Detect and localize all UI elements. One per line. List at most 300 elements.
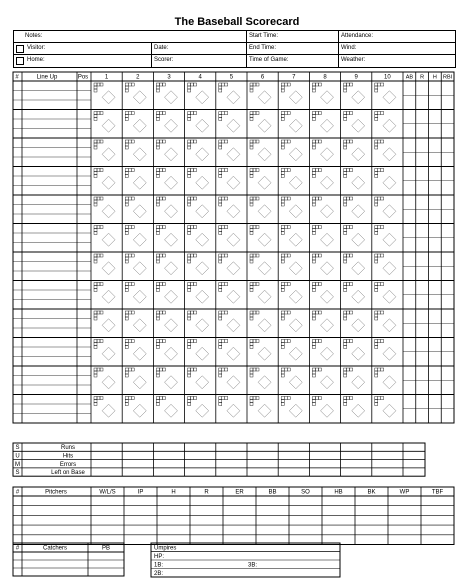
ball-box[interactable] <box>131 283 134 286</box>
strike-box[interactable] <box>281 286 284 289</box>
strike-box[interactable] <box>219 343 222 346</box>
base-diamond[interactable] <box>258 347 271 360</box>
ball-box[interactable] <box>350 397 353 400</box>
ball-box[interactable] <box>162 226 165 229</box>
strike-box[interactable] <box>94 146 97 149</box>
ball-box[interactable] <box>375 169 378 172</box>
ball-box[interactable] <box>162 397 165 400</box>
strike-box[interactable] <box>344 143 347 146</box>
ball-box[interactable] <box>378 340 381 343</box>
strike-box[interactable] <box>156 314 159 317</box>
strike-box[interactable] <box>156 374 159 377</box>
ball-box[interactable] <box>159 169 162 172</box>
ball-box[interactable] <box>312 283 315 286</box>
strike-box[interactable] <box>94 317 97 320</box>
strike-box[interactable] <box>250 86 253 89</box>
ball-box[interactable] <box>284 283 287 286</box>
ball-box[interactable] <box>100 112 103 115</box>
base-diamond[interactable] <box>352 404 365 417</box>
ball-box[interactable] <box>188 254 191 257</box>
strike-box[interactable] <box>312 175 315 178</box>
ball-box[interactable] <box>131 226 134 229</box>
ball-box[interactable] <box>191 340 194 343</box>
base-diamond[interactable] <box>227 404 240 417</box>
ball-box[interactable] <box>381 283 384 286</box>
ball-box[interactable] <box>250 340 253 343</box>
strike-box[interactable] <box>219 374 222 377</box>
strike-box[interactable] <box>156 232 159 235</box>
ball-box[interactable] <box>381 397 384 400</box>
ball-box[interactable] <box>381 254 384 257</box>
ball-box[interactable] <box>284 169 287 172</box>
ball-box[interactable] <box>315 397 318 400</box>
ball-box[interactable] <box>256 140 259 143</box>
strike-box[interactable] <box>344 257 347 260</box>
ball-box[interactable] <box>253 311 256 314</box>
base-diamond[interactable] <box>289 233 302 246</box>
strike-box[interactable] <box>156 400 159 403</box>
ball-box[interactable] <box>188 340 191 343</box>
ball-box[interactable] <box>281 397 284 400</box>
ball-box[interactable] <box>375 197 378 200</box>
ball-box[interactable] <box>100 283 103 286</box>
strike-box[interactable] <box>344 115 347 118</box>
strike-box[interactable] <box>188 286 191 289</box>
strike-box[interactable] <box>375 232 378 235</box>
ball-box[interactable] <box>381 226 384 229</box>
strike-box[interactable] <box>219 115 222 118</box>
strike-box[interactable] <box>125 343 128 346</box>
strike-box[interactable] <box>281 146 284 149</box>
base-diamond[interactable] <box>196 376 209 389</box>
strike-box[interactable] <box>94 371 97 374</box>
base-diamond[interactable] <box>165 148 178 161</box>
ball-box[interactable] <box>315 112 318 115</box>
strike-box[interactable] <box>312 86 315 89</box>
base-diamond[interactable] <box>227 233 240 246</box>
ball-box[interactable] <box>315 254 318 257</box>
strike-box[interactable] <box>375 289 378 292</box>
ball-box[interactable] <box>375 340 378 343</box>
ball-box[interactable] <box>219 197 222 200</box>
ball-box[interactable] <box>222 283 225 286</box>
ball-box[interactable] <box>219 368 222 371</box>
ball-box[interactable] <box>97 83 100 86</box>
base-diamond[interactable] <box>289 319 302 332</box>
ball-box[interactable] <box>191 83 194 86</box>
strike-box[interactable] <box>219 143 222 146</box>
ball-box[interactable] <box>94 340 97 343</box>
ball-box[interactable] <box>312 226 315 229</box>
ball-box[interactable] <box>225 254 228 257</box>
strike-box[interactable] <box>156 289 159 292</box>
ball-box[interactable] <box>225 368 228 371</box>
ball-box[interactable] <box>312 197 315 200</box>
ball-box[interactable] <box>381 311 384 314</box>
ball-box[interactable] <box>315 83 318 86</box>
base-diamond[interactable] <box>352 290 365 303</box>
strike-box[interactable] <box>375 371 378 374</box>
ball-box[interactable] <box>287 140 290 143</box>
ball-box[interactable] <box>378 397 381 400</box>
ball-box[interactable] <box>128 226 131 229</box>
ball-box[interactable] <box>375 226 378 229</box>
strike-box[interactable] <box>250 403 253 406</box>
ball-box[interactable] <box>253 254 256 257</box>
ball-box[interactable] <box>347 254 350 257</box>
strike-box[interactable] <box>281 203 284 206</box>
ball-box[interactable] <box>219 340 222 343</box>
ball-box[interactable] <box>97 368 100 371</box>
ball-box[interactable] <box>312 254 315 257</box>
ball-box[interactable] <box>318 140 321 143</box>
strike-box[interactable] <box>312 229 315 232</box>
strike-box[interactable] <box>125 371 128 374</box>
ball-box[interactable] <box>125 311 128 314</box>
ball-box[interactable] <box>281 368 284 371</box>
ball-box[interactable] <box>378 311 381 314</box>
strike-box[interactable] <box>219 400 222 403</box>
base-diamond[interactable] <box>227 262 240 275</box>
ball-box[interactable] <box>131 197 134 200</box>
strike-box[interactable] <box>188 289 191 292</box>
ball-box[interactable] <box>94 169 97 172</box>
ball-box[interactable] <box>222 197 225 200</box>
ball-box[interactable] <box>188 83 191 86</box>
ball-box[interactable] <box>100 397 103 400</box>
ball-box[interactable] <box>188 140 191 143</box>
ball-box[interactable] <box>350 340 353 343</box>
ball-box[interactable] <box>156 197 159 200</box>
strike-box[interactable] <box>219 89 222 92</box>
ball-box[interactable] <box>378 83 381 86</box>
strike-box[interactable] <box>312 89 315 92</box>
base-diamond[interactable] <box>133 176 146 189</box>
strike-box[interactable] <box>188 200 191 203</box>
strike-box[interactable] <box>125 314 128 317</box>
strike-box[interactable] <box>312 118 315 121</box>
strike-box[interactable] <box>281 260 284 263</box>
ball-box[interactable] <box>94 140 97 143</box>
base-diamond[interactable] <box>258 91 271 104</box>
strike-box[interactable] <box>156 118 159 121</box>
strike-box[interactable] <box>94 229 97 232</box>
strike-box[interactable] <box>312 203 315 206</box>
base-diamond[interactable] <box>196 91 209 104</box>
base-diamond[interactable] <box>383 376 396 389</box>
ball-box[interactable] <box>256 368 259 371</box>
ball-box[interactable] <box>125 197 128 200</box>
base-diamond[interactable] <box>102 262 115 275</box>
strike-box[interactable] <box>156 175 159 178</box>
base-diamond[interactable] <box>258 205 271 218</box>
ball-box[interactable] <box>381 340 384 343</box>
base-diamond[interactable] <box>258 148 271 161</box>
base-diamond[interactable] <box>289 91 302 104</box>
base-diamond[interactable] <box>196 347 209 360</box>
ball-box[interactable] <box>194 311 197 314</box>
ball-box[interactable] <box>318 197 321 200</box>
base-diamond[interactable] <box>258 404 271 417</box>
ball-box[interactable] <box>97 397 100 400</box>
base-diamond[interactable] <box>258 262 271 275</box>
base-diamond[interactable] <box>102 176 115 189</box>
ball-box[interactable] <box>225 340 228 343</box>
strike-box[interactable] <box>344 200 347 203</box>
ball-box[interactable] <box>350 83 353 86</box>
strike-box[interactable] <box>94 286 97 289</box>
ball-box[interactable] <box>191 226 194 229</box>
ball-box[interactable] <box>256 340 259 343</box>
strike-box[interactable] <box>312 146 315 149</box>
strike-box[interactable] <box>375 229 378 232</box>
strike-box[interactable] <box>219 229 222 232</box>
strike-box[interactable] <box>375 314 378 317</box>
ball-box[interactable] <box>375 311 378 314</box>
strike-box[interactable] <box>125 200 128 203</box>
base-diamond[interactable] <box>165 376 178 389</box>
base-diamond[interactable] <box>289 205 302 218</box>
strike-box[interactable] <box>188 115 191 118</box>
strike-box[interactable] <box>219 289 222 292</box>
ball-box[interactable] <box>219 226 222 229</box>
base-diamond[interactable] <box>227 148 240 161</box>
ball-box[interactable] <box>162 311 165 314</box>
ball-box[interactable] <box>284 112 287 115</box>
strike-box[interactable] <box>219 86 222 89</box>
strike-box[interactable] <box>188 374 191 377</box>
ball-box[interactable] <box>344 169 347 172</box>
ball-box[interactable] <box>253 169 256 172</box>
base-diamond[interactable] <box>196 319 209 332</box>
ball-box[interactable] <box>219 83 222 86</box>
ball-box[interactable] <box>159 283 162 286</box>
base-diamond[interactable] <box>165 91 178 104</box>
strike-box[interactable] <box>188 346 191 349</box>
ball-box[interactable] <box>219 397 222 400</box>
strike-box[interactable] <box>125 260 128 263</box>
base-diamond[interactable] <box>196 176 209 189</box>
strike-box[interactable] <box>188 403 191 406</box>
ball-box[interactable] <box>318 254 321 257</box>
base-diamond[interactable] <box>196 262 209 275</box>
ball-box[interactable] <box>344 112 347 115</box>
strike-box[interactable] <box>188 86 191 89</box>
ball-box[interactable] <box>347 368 350 371</box>
ball-box[interactable] <box>250 397 253 400</box>
ball-box[interactable] <box>225 311 228 314</box>
ball-box[interactable] <box>225 112 228 115</box>
strike-box[interactable] <box>94 403 97 406</box>
ball-box[interactable] <box>222 169 225 172</box>
base-diamond[interactable] <box>196 119 209 132</box>
strike-box[interactable] <box>94 260 97 263</box>
ball-box[interactable] <box>125 83 128 86</box>
strike-box[interactable] <box>312 403 315 406</box>
strike-box[interactable] <box>156 371 159 374</box>
base-diamond[interactable] <box>352 148 365 161</box>
ball-box[interactable] <box>94 283 97 286</box>
ball-box[interactable] <box>125 226 128 229</box>
ball-box[interactable] <box>318 112 321 115</box>
ball-box[interactable] <box>347 397 350 400</box>
base-diamond[interactable] <box>102 91 115 104</box>
ball-box[interactable] <box>287 283 290 286</box>
strike-box[interactable] <box>250 371 253 374</box>
strike-box[interactable] <box>188 400 191 403</box>
base-diamond[interactable] <box>383 91 396 104</box>
base-diamond[interactable] <box>321 205 334 218</box>
ball-box[interactable] <box>284 397 287 400</box>
strike-box[interactable] <box>375 257 378 260</box>
strike-box[interactable] <box>375 286 378 289</box>
strike-box[interactable] <box>250 175 253 178</box>
base-diamond[interactable] <box>321 404 334 417</box>
ball-box[interactable] <box>378 226 381 229</box>
base-diamond[interactable] <box>133 347 146 360</box>
strike-box[interactable] <box>188 260 191 263</box>
ball-box[interactable] <box>350 368 353 371</box>
strike-box[interactable] <box>188 172 191 175</box>
strike-box[interactable] <box>281 143 284 146</box>
ball-box[interactable] <box>222 397 225 400</box>
ball-box[interactable] <box>344 140 347 143</box>
ball-box[interactable] <box>253 283 256 286</box>
ball-box[interactable] <box>97 169 100 172</box>
ball-box[interactable] <box>188 197 191 200</box>
strike-box[interactable] <box>344 343 347 346</box>
ball-box[interactable] <box>94 311 97 314</box>
base-diamond[interactable] <box>133 262 146 275</box>
ball-box[interactable] <box>347 169 350 172</box>
ball-box[interactable] <box>284 197 287 200</box>
base-diamond[interactable] <box>196 233 209 246</box>
base-diamond[interactable] <box>102 119 115 132</box>
ball-box[interactable] <box>281 197 284 200</box>
ball-box[interactable] <box>250 197 253 200</box>
strike-box[interactable] <box>281 232 284 235</box>
strike-box[interactable] <box>94 400 97 403</box>
ball-box[interactable] <box>188 397 191 400</box>
ball-box[interactable] <box>194 83 197 86</box>
strike-box[interactable] <box>125 400 128 403</box>
ball-box[interactable] <box>225 226 228 229</box>
ball-box[interactable] <box>219 112 222 115</box>
ball-box[interactable] <box>222 311 225 314</box>
base-diamond[interactable] <box>352 91 365 104</box>
strike-box[interactable] <box>156 146 159 149</box>
strike-box[interactable] <box>219 232 222 235</box>
strike-box[interactable] <box>312 232 315 235</box>
base-diamond[interactable] <box>321 91 334 104</box>
ball-box[interactable] <box>191 311 194 314</box>
base-diamond[interactable] <box>321 262 334 275</box>
strike-box[interactable] <box>125 232 128 235</box>
ball-box[interactable] <box>156 169 159 172</box>
strike-box[interactable] <box>344 374 347 377</box>
base-diamond[interactable] <box>133 148 146 161</box>
strike-box[interactable] <box>156 343 159 346</box>
strike-box[interactable] <box>125 403 128 406</box>
ball-box[interactable] <box>188 112 191 115</box>
base-diamond[interactable] <box>196 290 209 303</box>
strike-box[interactable] <box>281 257 284 260</box>
ball-box[interactable] <box>256 397 259 400</box>
ball-box[interactable] <box>284 340 287 343</box>
ball-box[interactable] <box>350 197 353 200</box>
ball-box[interactable] <box>125 254 128 257</box>
ball-box[interactable] <box>347 197 350 200</box>
base-diamond[interactable] <box>383 205 396 218</box>
strike-box[interactable] <box>250 346 253 349</box>
strike-box[interactable] <box>375 89 378 92</box>
ball-box[interactable] <box>162 340 165 343</box>
ball-box[interactable] <box>256 226 259 229</box>
strike-box[interactable] <box>156 115 159 118</box>
ball-box[interactable] <box>253 397 256 400</box>
ball-box[interactable] <box>97 226 100 229</box>
strike-box[interactable] <box>344 400 347 403</box>
ball-box[interactable] <box>250 311 253 314</box>
ball-box[interactable] <box>162 140 165 143</box>
strike-box[interactable] <box>375 317 378 320</box>
base-diamond[interactable] <box>102 376 115 389</box>
ball-box[interactable] <box>162 197 165 200</box>
ball-box[interactable] <box>375 83 378 86</box>
base-diamond[interactable] <box>102 319 115 332</box>
ball-box[interactable] <box>284 254 287 257</box>
base-diamond[interactable] <box>196 205 209 218</box>
strike-box[interactable] <box>125 175 128 178</box>
strike-box[interactable] <box>375 260 378 263</box>
ball-box[interactable] <box>125 397 128 400</box>
strike-box[interactable] <box>94 118 97 121</box>
strike-box[interactable] <box>125 203 128 206</box>
ball-box[interactable] <box>194 226 197 229</box>
base-diamond[interactable] <box>321 119 334 132</box>
ball-box[interactable] <box>350 254 353 257</box>
ball-box[interactable] <box>222 83 225 86</box>
ball-box[interactable] <box>284 140 287 143</box>
ball-box[interactable] <box>375 368 378 371</box>
strike-box[interactable] <box>250 229 253 232</box>
ball-box[interactable] <box>191 283 194 286</box>
strike-box[interactable] <box>188 146 191 149</box>
ball-box[interactable] <box>225 397 228 400</box>
ball-box[interactable] <box>225 169 228 172</box>
ball-box[interactable] <box>188 169 191 172</box>
strike-box[interactable] <box>94 257 97 260</box>
strike-box[interactable] <box>94 232 97 235</box>
strike-box[interactable] <box>344 346 347 349</box>
strike-box[interactable] <box>375 203 378 206</box>
strike-box[interactable] <box>281 346 284 349</box>
strike-box[interactable] <box>312 346 315 349</box>
ball-box[interactable] <box>344 226 347 229</box>
ball-box[interactable] <box>156 83 159 86</box>
strike-box[interactable] <box>375 374 378 377</box>
base-diamond[interactable] <box>289 148 302 161</box>
ball-box[interactable] <box>250 254 253 257</box>
base-diamond[interactable] <box>133 205 146 218</box>
base-diamond[interactable] <box>102 205 115 218</box>
ball-box[interactable] <box>375 254 378 257</box>
strike-box[interactable] <box>156 229 159 232</box>
ball-box[interactable] <box>344 197 347 200</box>
strike-box[interactable] <box>312 317 315 320</box>
ball-box[interactable] <box>318 340 321 343</box>
ball-box[interactable] <box>131 169 134 172</box>
